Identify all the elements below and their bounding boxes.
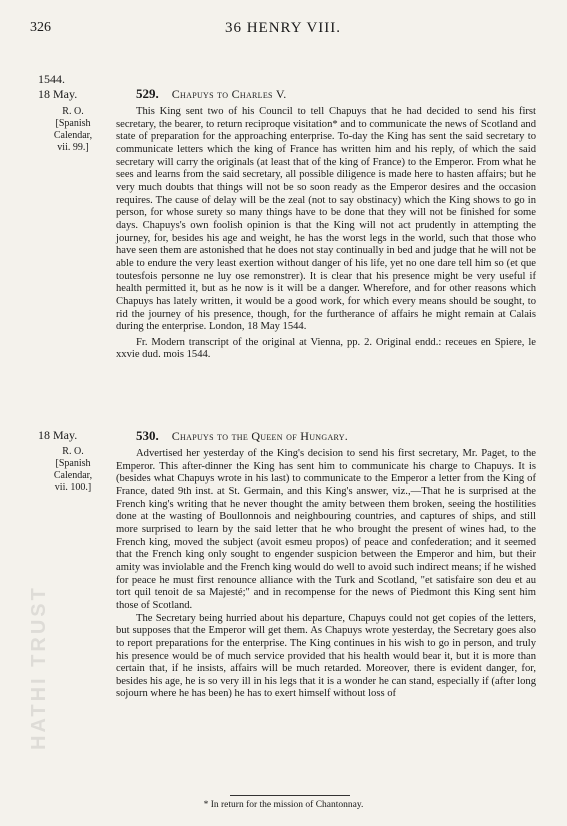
ref-line: [Spanish — [55, 458, 91, 469]
entry-number: 530. — [136, 428, 159, 443]
entry-title: Chapuys to the Queen of Hungary. — [171, 429, 349, 443]
entry-body — [116, 448, 536, 701]
footnote-rule — [230, 795, 350, 796]
entry-reference — [38, 446, 108, 494]
ref-line: [Spanish — [55, 118, 91, 129]
entry-number: 529. — [136, 86, 159, 101]
ref-line: Calendar, — [53, 470, 93, 481]
entry-paragraph: The Secretary being hurried about his departure, Chapuys could not get copies of the letters, but supposes that the Emperor will get them. As Chapuys wrote yesterday, the Secretary goes also to report preparations for the enterprise. The King continues in his wish to go in person, and truly his presence would be of much service provided that his health would bear it, but it is more than certain that, if he insists, affairs will be much retarded. Moreover, there is evident danger, for, besides his age, he is so very ill in his legs that it is a wonder he can stand, especially if (after long sojourn where he has been) he has to exert himself without loss of — [116, 612, 536, 700]
entry-heading — [136, 428, 348, 444]
ref-line: vii. 99.] — [57, 142, 89, 153]
ref-line: R. O. — [62, 446, 84, 457]
ref-line: R. O. — [62, 106, 84, 117]
page-header — [28, 20, 538, 42]
entry-heading — [136, 86, 287, 102]
entry-date: 18 May. — [38, 428, 78, 442]
entry-date: 18 May. — [38, 87, 78, 101]
ref-line: Calendar, — [53, 130, 93, 141]
library-watermark: HATHI TRUST — [28, 585, 50, 750]
entry-reference — [38, 106, 108, 154]
page-number: 326 — [30, 20, 51, 35]
running-head: 36 HENRY VIII. — [224, 20, 342, 36]
ref-line: vii. 100.] — [54, 482, 92, 493]
footnote: * In return for the mission of Chantonnay. — [203, 800, 364, 810]
entry-year: 1544. — [38, 72, 65, 86]
entry-paragraph: Advertised her yesterday of the King's decision to send his first secretary, Mr. Paget, to the Emperor. This after-dinner the King has sent him to communicate his charge to Chapuys. It is (besides what Chapuys wrote in his last) to communicate to the Emperor a letter from the King of France, dated 9th inst. at St. Germain, and this King's answer, viz.,—That he is surprised at the French king's writing that he never thought the amity between them broken, seeing the hostilities done at the wasting of Boullonnois and neighbouring countries, and captures of ships, and still more surprised to learn by the said letter that he who brought the present of wines had, to the French king, moved the subject (avoit esmeu propos) of peace and confederation; and it seemed that the French king only sought to engender suspicion between the Emperor and him, but their amity was inviolable and the French king would do well to avoid such indirect means; if he wished for peace he must first renounce alliance with the Turk and Scotland, "et satisfaire son deu et au tort quil tenoit de sa Majesté;" and in recompense for the news of Piedmont this King sent him those of Scotland. — [116, 448, 536, 611]
entry-paragraph: This King sent two of his Council to tell Chapuys that he had decided to send his first secretary, the bearer, to return reciproque visitation* and to communicate the news of Scotland and state of preparation for the approaching enterprise. To-day the King has sent the said secretary to communicate letters which the king of France has written him and his reply, of which the said secretary will carry the originals (at least that of the king of France) to the Emperor. From what he sees and learns from the said secretary, all possible diligence is made here to hasten affairs; but he very much doubts that things will not be so soon ready as the Emperor desires and the occasion requires. The cause of delay will be the zeal (not to say obstinacy) which the King shows to go in person, for whose surety so many things have to be done that they will not be finished for some days. Chapuys's own foolish opinion is that the King will not act prudently in attempting the journey, for, besides his age and weight, he has the worst legs in the world, such that those who have seen them are astonished that he does not stay continually in bed and judge that he will not be able to endure the very least exertion without danger of his life, yet no one dare tell him so (et que toutesfois personne ne luy ose remonstrer). It is clear that his presence might be very useful if health permitted it, but as he now is it will be a danger. Wherefore, and for other reasons which Chapuys has lately written, it would be a good work, for which every means should be sought, to rid the journey of his presence, though, for the furtherance of affairs he might remain at Calais during the enterprise. London, 18 May 1544. — [116, 106, 536, 333]
entry-title: Chapuys to Charles V. — [171, 87, 287, 101]
entry-source: Fr. Modern transcript of the original at Vienna, pp. 2. Original endd.: receues en Spiere, le xxvie dud. mois 1544. — [116, 336, 536, 361]
entry-body — [116, 106, 536, 362]
